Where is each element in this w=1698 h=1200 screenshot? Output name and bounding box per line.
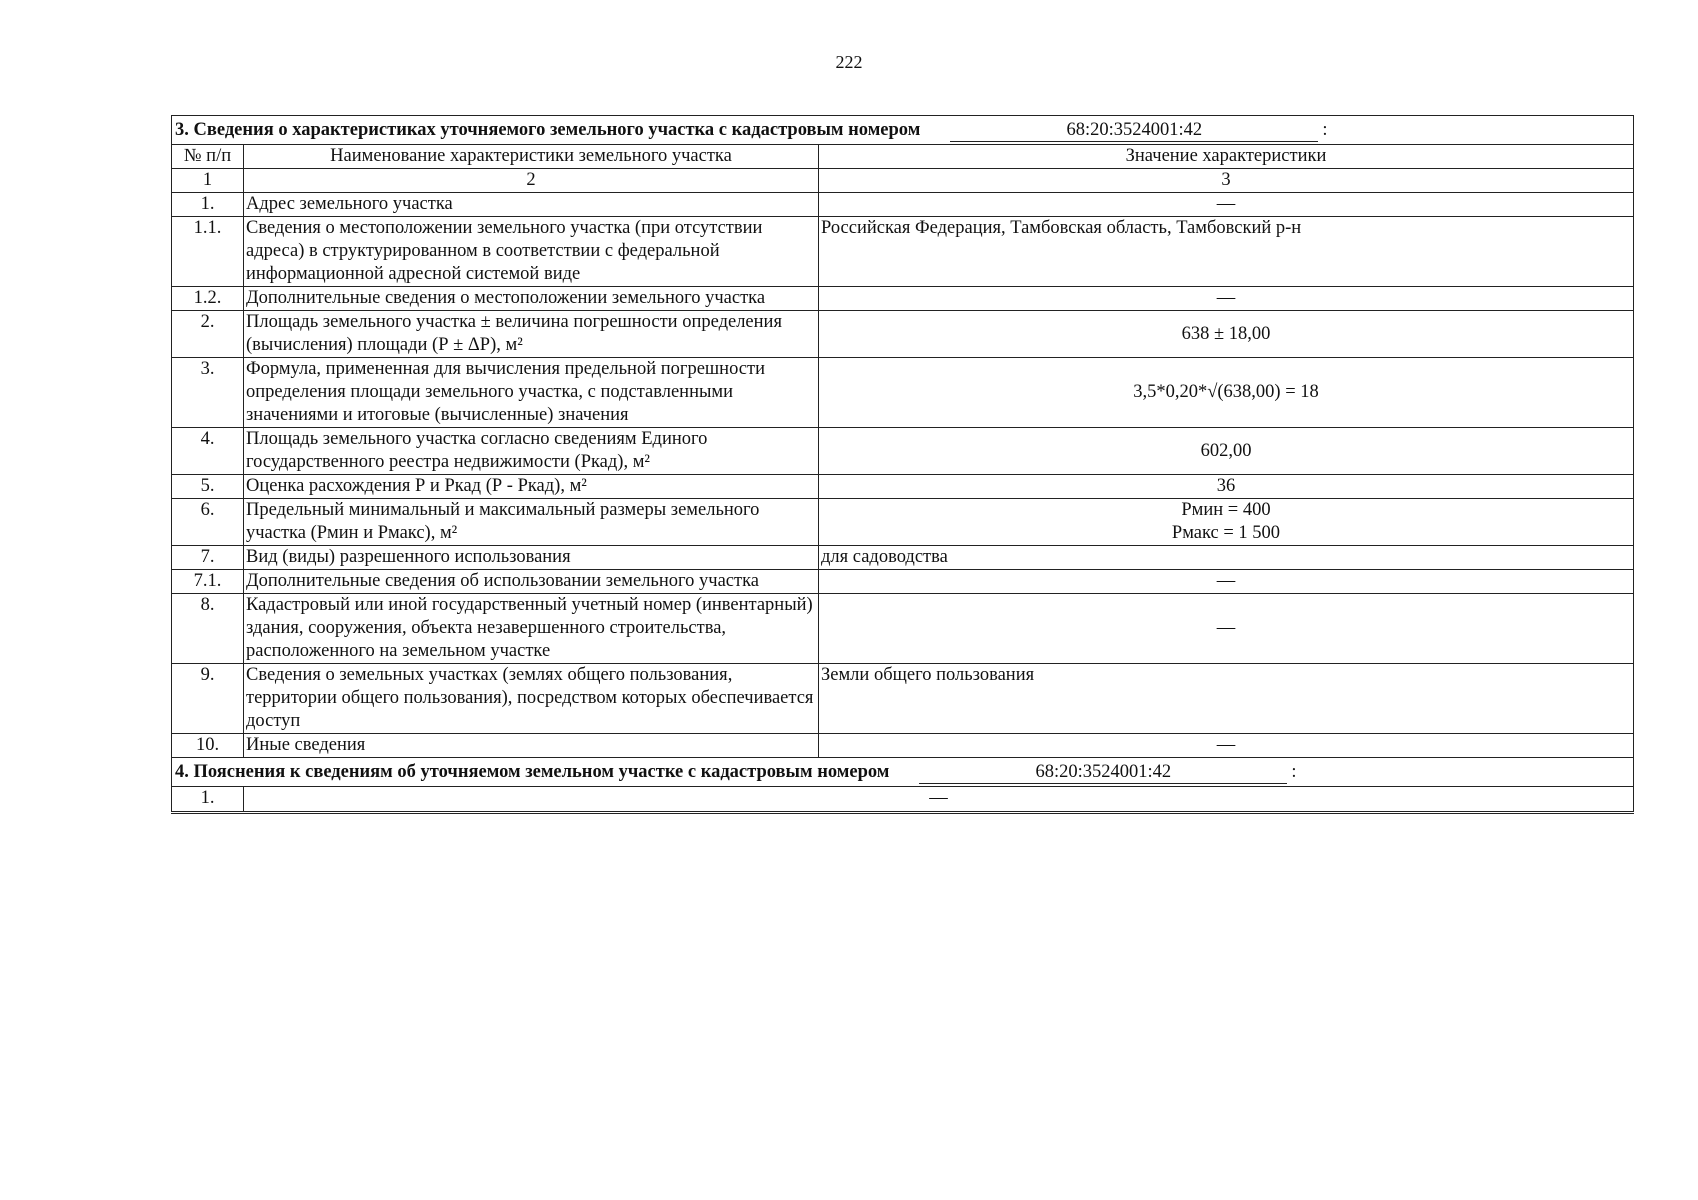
row-value: — xyxy=(819,287,1634,311)
row-name: Сведения о земельных участках (землях общего пользования, территории общего пользования), посредством которых обеспечивается доступ xyxy=(244,664,819,734)
row-name: Площадь земельного участка согласно сведениям Единого государственного реестра недвижимости (Ркад), м² xyxy=(244,428,819,475)
table-row xyxy=(172,664,1634,734)
section-4-tail: : xyxy=(1291,761,1297,782)
row-value: Российская Федерация, Тамбовская область, Тамбовский р-н xyxy=(819,217,1634,287)
row-number: 7. xyxy=(172,546,244,570)
table-row xyxy=(172,546,1634,570)
table-row xyxy=(172,570,1634,594)
row-value: — xyxy=(819,594,1634,664)
section-3-tail: : xyxy=(1322,119,1328,140)
row-name: Кадастровый или иной государственный учетный номер (инвентарный) здания, сооружения, объекта незавершенного строительства, расположенного на земельном участке xyxy=(244,594,819,664)
index-col-1: 1 xyxy=(172,169,244,193)
row-name: Дополнительные сведения об использовании земельного участка xyxy=(244,570,819,594)
table-row xyxy=(172,287,1634,311)
table-row xyxy=(172,217,1634,287)
section-4-cadastral-number: 68:20:3524001:42 xyxy=(919,761,1287,784)
row-number: 2. xyxy=(172,311,244,358)
row-number: 6. xyxy=(172,499,244,546)
header-num: № п/п xyxy=(172,145,244,169)
row-number: 10. xyxy=(172,734,244,758)
table-row xyxy=(172,787,1634,813)
row-name: Иные сведения xyxy=(244,734,819,758)
section-3-cadastral-number: 68:20:3524001:42 xyxy=(950,119,1318,142)
table-row xyxy=(172,358,1634,428)
row-number: 7.1. xyxy=(172,570,244,594)
row-number: 1. xyxy=(172,193,244,217)
row-name: Вид (виды) разрешенного использования xyxy=(244,546,819,570)
index-col-3: 3 xyxy=(819,169,1634,193)
row-value xyxy=(819,499,1634,546)
row-name: Предельный минимальный и максимальный размеры земельного участка (Рмин и Рмакс), м² xyxy=(244,499,819,546)
section-4-title: 4. Пояснения к сведениям об уточняемом земельном участке с кадастровым номером xyxy=(175,761,890,782)
page-number: 222 xyxy=(835,52,863,72)
row-value: 3,5*0,20*√(638,00) = 18 xyxy=(819,358,1634,428)
row-value: 638 ± 18,00 xyxy=(819,311,1634,358)
row-value: 602,00 xyxy=(819,428,1634,475)
row-value-min: Рмин = 400 xyxy=(1181,500,1271,520)
row-name: Дополнительные сведения о местоположении земельного участка xyxy=(244,287,819,311)
header-name: Наименование характеристики земельного участка xyxy=(244,145,819,169)
table-row xyxy=(172,428,1634,475)
row-value: 36 xyxy=(819,475,1634,499)
table-header-row xyxy=(172,145,1634,169)
row-name: Площадь земельного участка ± величина погрешности определения (вычисления) площади (Р ± ΔР), м² xyxy=(244,311,819,358)
row-name: Формула, примененная для вычисления предельной погрешности определения площади земельного участка, с подставленными значениями и итоговые (вычисленные) значения xyxy=(244,358,819,428)
row-number: 1.2. xyxy=(172,287,244,311)
table-row xyxy=(172,594,1634,664)
row-value: — xyxy=(819,193,1634,217)
row-number: 1.1. xyxy=(172,217,244,287)
row-value: — xyxy=(819,570,1634,594)
row-number: 9. xyxy=(172,664,244,734)
table-row xyxy=(172,193,1634,217)
section-4-title-row xyxy=(172,758,1634,787)
table-row xyxy=(172,499,1634,546)
table-row xyxy=(172,475,1634,499)
row-number: 8. xyxy=(172,594,244,664)
cadastral-info-table xyxy=(171,115,1634,814)
row-number: 3. xyxy=(172,358,244,428)
row-value-max: Рмакс = 1 500 xyxy=(1171,523,1281,543)
table-row xyxy=(172,311,1634,358)
section-3-title: 3. Сведения о характеристиках уточняемого земельного участка с кадастровым номером xyxy=(175,119,921,140)
row-value: Земли общего пользования xyxy=(819,664,1634,734)
row-value: для садоводства xyxy=(819,546,1634,570)
header-value: Значение характеристики xyxy=(819,145,1634,169)
row-number: 4. xyxy=(172,428,244,475)
table-row xyxy=(172,734,1634,758)
row-value: — xyxy=(819,734,1634,758)
row-name: Оценка расхождения Р и Ркад (Р - Ркад), м² xyxy=(244,475,819,499)
section-3-title-row xyxy=(172,116,1634,145)
row-name: Сведения о местоположении земельного участка (при отсутствии адреса) в структурированном в соответствии с федеральной информационной адресной системой виде xyxy=(244,217,819,287)
row-number: 1. xyxy=(172,787,244,813)
row-name: Адрес земельного участка xyxy=(244,193,819,217)
index-col-2: 2 xyxy=(244,169,819,193)
row-number: 5. xyxy=(172,475,244,499)
table-index-row xyxy=(172,169,1634,193)
row-value: — xyxy=(244,787,1634,813)
